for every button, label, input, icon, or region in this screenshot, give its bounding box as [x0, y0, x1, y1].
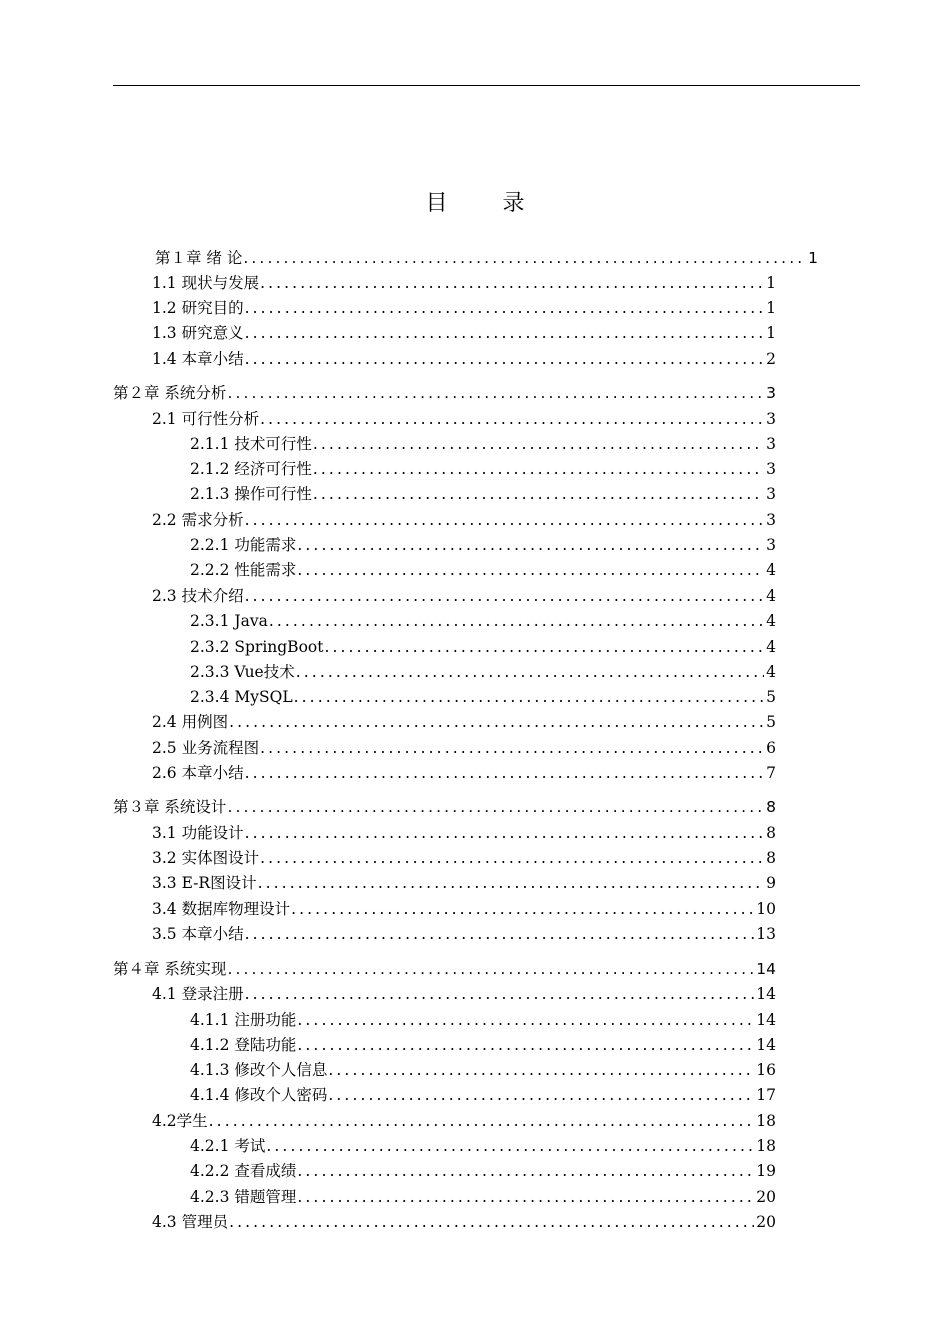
- toc-leader: [227, 957, 754, 982]
- toc-leader: [245, 761, 765, 786]
- toc-page: 14: [756, 960, 776, 978]
- page-title: 目 录: [425, 191, 549, 216]
- toc-page: 20: [756, 1188, 776, 1206]
- toc-page: 8: [766, 798, 776, 816]
- toc-label: 1.1 现状与发展: [152, 274, 260, 292]
- toc-label: 2.2.2 性能需求: [190, 561, 297, 579]
- toc-page: 17: [756, 1086, 776, 1104]
- toc-label: 3.5 本章小结: [152, 925, 244, 943]
- toc-label: 第３章 系统设计: [113, 798, 227, 816]
- toc-label: 2.1 可行性分析: [152, 410, 260, 428]
- toc-entry-4-1[interactable]: [152, 982, 776, 1007]
- toc-page: 4: [766, 638, 776, 656]
- toc-page: 4: [766, 663, 776, 681]
- toc-leader: [209, 1109, 755, 1134]
- toc-label: 第２章 系统分析: [113, 384, 227, 402]
- toc-page: 18: [756, 1137, 776, 1155]
- toc-page: 3: [766, 460, 776, 478]
- toc-label: 3.4 数据库物理设计: [152, 900, 291, 918]
- toc-leader: [297, 533, 764, 558]
- toc-entry-2-3-1[interactable]: [190, 609, 776, 634]
- toc-page: 20: [756, 1213, 776, 1231]
- toc-label: 2.3.2 SpringBoot: [190, 638, 324, 656]
- toc-entry-1-4[interactable]: [152, 347, 776, 372]
- toc-label: 4.2.1 考试: [190, 1137, 266, 1155]
- toc-leader: [245, 584, 765, 609]
- toc-label: 4.1.3 修改个人信息: [190, 1061, 328, 1079]
- toc-leader: [243, 246, 806, 271]
- toc-leader: [260, 846, 764, 871]
- toc-leader: [269, 609, 764, 634]
- toc-leader: [245, 347, 765, 372]
- toc-label: 2.2 需求分析: [152, 511, 244, 529]
- toc-leader: [260, 271, 764, 296]
- toc-entry-4-2[interactable]: [152, 1109, 776, 1134]
- toc-label: 4.1.1 注册功能: [190, 1011, 297, 1029]
- toc-leader: [227, 795, 764, 820]
- toc-leader: [258, 871, 765, 896]
- toc-label: 1.4 本章小结: [152, 350, 244, 368]
- toc-leader: [313, 432, 764, 457]
- toc-leader: [245, 982, 755, 1007]
- toc-label: 2.3.3 Vue技术: [190, 663, 295, 681]
- toc-entry-2-1-3[interactable]: [190, 482, 776, 507]
- toc-label: 第４章 系统实现: [113, 960, 227, 978]
- toc-entry-2-1-1[interactable]: [190, 432, 776, 457]
- toc-leader: [296, 660, 764, 685]
- toc-leader: [297, 558, 764, 583]
- toc-entry-2-3[interactable]: [152, 584, 776, 609]
- toc-page: 3: [766, 384, 776, 402]
- toc-leader: [260, 736, 764, 761]
- toc-label: 4.1 登录注册: [152, 985, 244, 1003]
- toc-entry-4-3[interactable]: [152, 1210, 776, 1235]
- toc-label: 3.3 E-R图设计: [152, 874, 257, 892]
- toc-label: 4.1.4 修改个人密码: [190, 1086, 328, 1104]
- toc-page: 1: [766, 274, 776, 292]
- toc-entry-2-5[interactable]: [152, 736, 776, 761]
- toc-entry-4-1-3[interactable]: [190, 1058, 776, 1083]
- toc-entry-1-1[interactable]: [152, 271, 776, 296]
- toc-entry-2-2-1[interactable]: [190, 533, 776, 558]
- toc-label: 4.1.2 登陆功能: [190, 1036, 297, 1054]
- toc-page: 6: [766, 739, 776, 757]
- toc-leader: [294, 685, 765, 710]
- toc-page: 4: [766, 612, 776, 630]
- toc-leader: [324, 635, 764, 660]
- toc-page: 8: [766, 824, 776, 842]
- toc-entry-2-1[interactable]: [152, 407, 776, 432]
- toc-leader: [245, 821, 765, 846]
- toc-page: 14: [756, 1036, 776, 1054]
- toc-entry-3-4[interactable]: [152, 897, 776, 922]
- toc-entry-4-2-1[interactable]: [190, 1134, 776, 1159]
- toc-page: 3: [766, 435, 776, 453]
- toc-page: 1: [766, 324, 776, 342]
- toc-entry-ch1[interactable]: [155, 246, 818, 271]
- toc-page: 4: [766, 587, 776, 605]
- toc-entry-2-3-3[interactable]: [190, 660, 776, 685]
- toc-page: 3: [766, 536, 776, 554]
- toc-page: 5: [766, 688, 776, 706]
- toc-page: 14: [756, 1011, 776, 1029]
- toc-label: 2.3 技术介绍: [152, 587, 244, 605]
- toc-leader: [245, 508, 765, 533]
- toc-entry-2-6[interactable]: [152, 761, 776, 786]
- toc-page: 3: [766, 485, 776, 503]
- toc-leader: [297, 1008, 754, 1033]
- toc-leader: [297, 1185, 754, 1210]
- toc-entry-ch4[interactable]: [113, 957, 776, 982]
- toc-leader: [229, 710, 764, 735]
- toc-entry-2-3-4[interactable]: [190, 685, 776, 710]
- toc-entry-2-1-2[interactable]: [190, 457, 776, 482]
- toc-label: 2.4 用例图: [152, 713, 229, 731]
- toc-entry-3-5[interactable]: [152, 922, 776, 947]
- toc-leader: [313, 482, 764, 507]
- toc-label: 3.2 实体图设计: [152, 849, 260, 867]
- toc-entry-1-3[interactable]: [152, 321, 776, 346]
- toc-label: 4.3 管理员: [152, 1213, 229, 1231]
- toc-page: 13: [756, 925, 776, 943]
- toc-label: 3.1 功能设计: [152, 824, 244, 842]
- toc-entry-2-2[interactable]: [152, 508, 776, 533]
- toc-page: 3: [766, 511, 776, 529]
- toc-entry-4-2-3[interactable]: [190, 1185, 776, 1210]
- toc-label: 2.6 本章小结: [152, 764, 244, 782]
- toc-page: 5: [766, 713, 776, 731]
- toc-label: 2.5 业务流程图: [152, 739, 260, 757]
- toc-entry-ch2[interactable]: [113, 381, 776, 406]
- toc-label: 第１章 绪 论: [155, 249, 243, 267]
- toc-leader: [266, 1134, 754, 1159]
- toc-entry-4-1-4[interactable]: [190, 1083, 776, 1108]
- toc-page: 14: [756, 985, 776, 1003]
- toc-leader: [245, 922, 755, 947]
- toc-label: 2.3.1 Java: [190, 612, 268, 630]
- toc-page: 16: [756, 1061, 776, 1079]
- toc-label: 2.3.4 MySQL: [190, 688, 293, 706]
- toc-label: 1.2 研究目的: [152, 299, 244, 317]
- toc-entry-4-1-1[interactable]: [190, 1008, 776, 1033]
- toc-label: 2.2.1 功能需求: [190, 536, 297, 554]
- toc-leader: [313, 457, 764, 482]
- toc-entry-4-1-2[interactable]: [190, 1033, 776, 1058]
- toc-leader: [260, 407, 764, 432]
- header-rule: [113, 85, 860, 86]
- toc-label: 2.1.3 操作可行性: [190, 485, 312, 503]
- toc-entry-3-3[interactable]: [152, 871, 776, 896]
- toc-entry-3-2[interactable]: [152, 846, 776, 871]
- toc-leader: [291, 897, 754, 922]
- toc-leader: [328, 1083, 754, 1108]
- toc-entry-2-4[interactable]: [152, 710, 776, 735]
- toc-leader: [245, 321, 765, 346]
- toc-entry-4-2-2[interactable]: [190, 1159, 776, 1184]
- toc-label: 4.2.2 查看成绩: [190, 1162, 297, 1180]
- toc-page: 9: [766, 874, 776, 892]
- toc-page: 4: [766, 561, 776, 579]
- toc-leader: [297, 1033, 754, 1058]
- toc-entry-1-2[interactable]: [152, 296, 776, 321]
- toc-page: 7: [766, 764, 776, 782]
- toc-label: 4.2学生: [152, 1112, 208, 1130]
- toc-entry-2-3-2[interactable]: [190, 635, 776, 660]
- toc-page: 19: [756, 1162, 776, 1180]
- toc-page: 3: [766, 410, 776, 428]
- toc-page: 18: [756, 1112, 776, 1130]
- toc-label: 2.1.1 技术可行性: [190, 435, 312, 453]
- toc-label: 4.2.3 错题管理: [190, 1188, 297, 1206]
- toc-leader: [297, 1159, 754, 1184]
- toc-page: 2: [766, 350, 776, 368]
- toc-page: 10: [756, 900, 776, 918]
- toc-label: 2.1.2 经济可行性: [190, 460, 312, 478]
- toc-page: 1: [766, 299, 776, 317]
- toc-leader: [328, 1058, 754, 1083]
- toc-page: 8: [766, 849, 776, 867]
- toc-leader: [245, 296, 765, 321]
- toc-leader: [229, 1210, 754, 1235]
- toc-label: 1.3 研究意义: [152, 324, 244, 342]
- toc-entry-ch3[interactable]: [113, 795, 776, 820]
- toc-page: 1: [808, 249, 818, 267]
- toc-entry-3-1[interactable]: [152, 821, 776, 846]
- toc-leader: [227, 381, 764, 406]
- toc-entry-2-2-2[interactable]: [190, 558, 776, 583]
